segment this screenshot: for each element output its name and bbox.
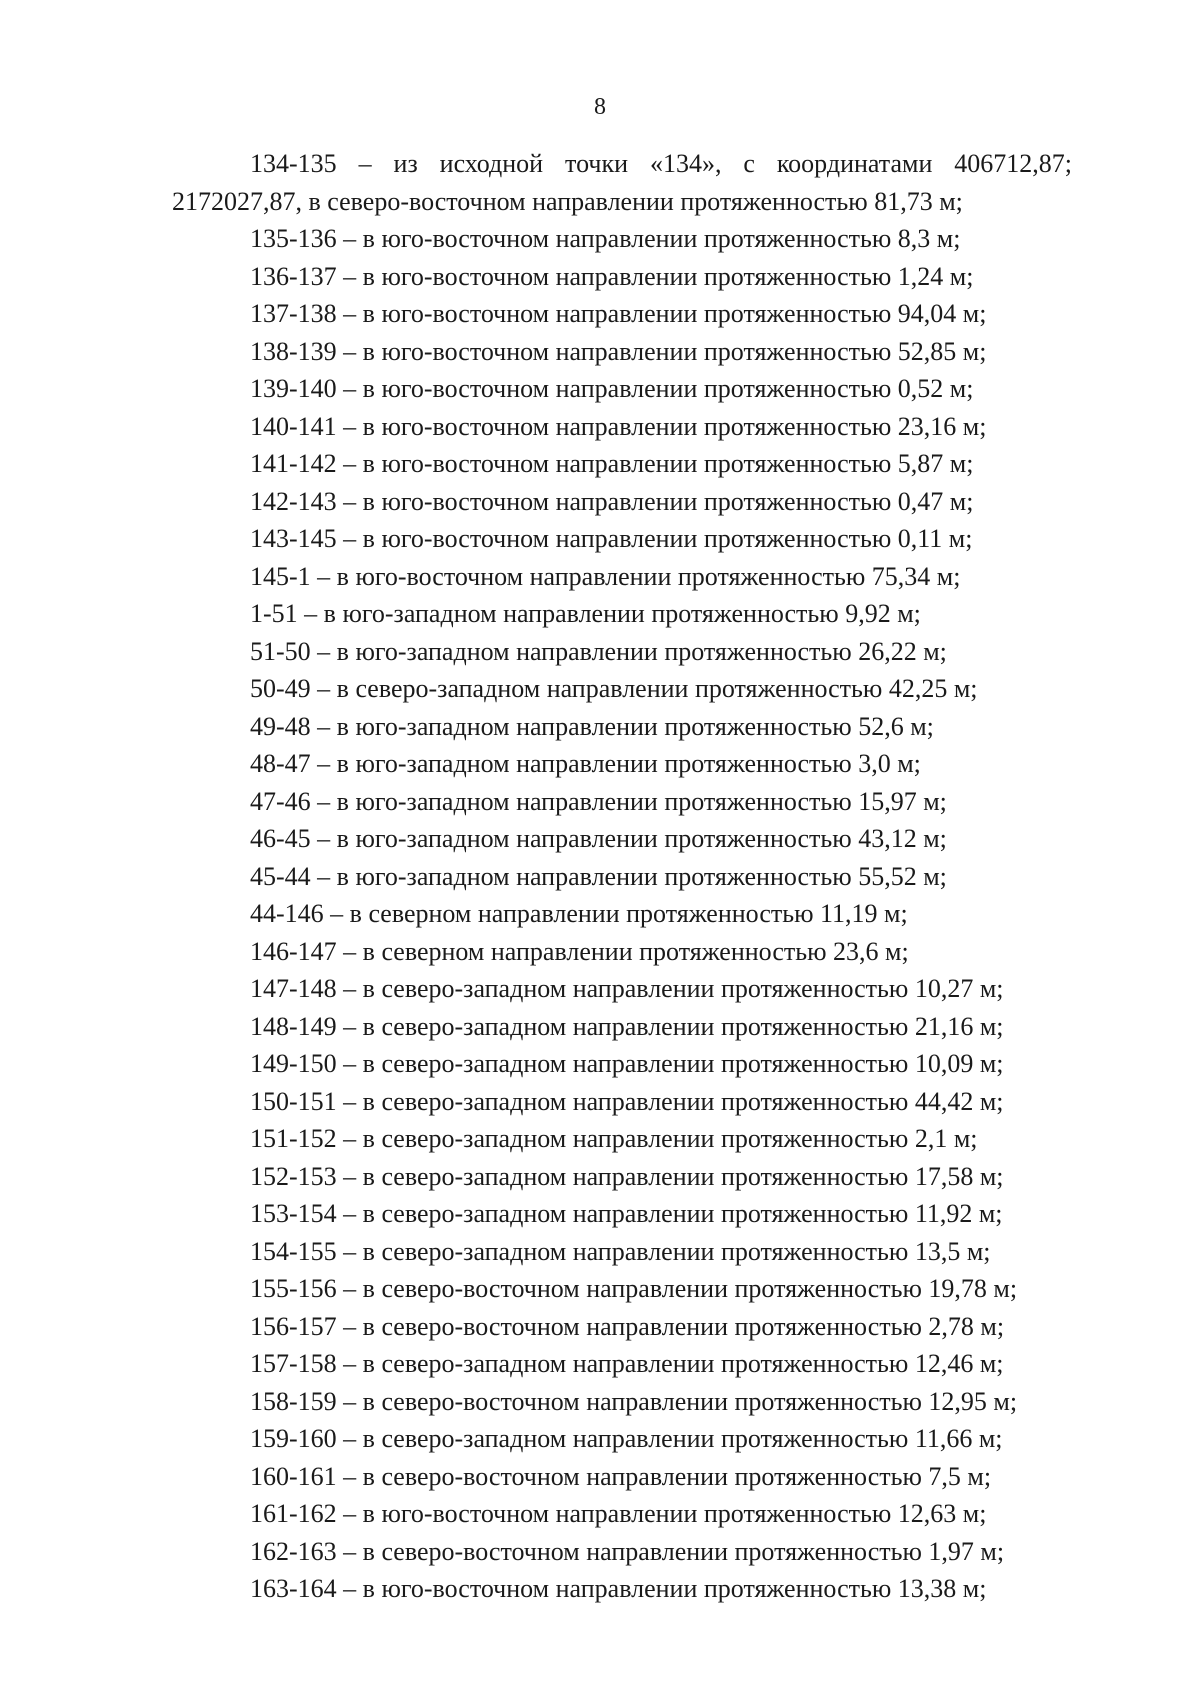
list-item [250, 333, 1072, 371]
intro-continuation: 2172027,87, в северо-восточном направлении протяженностью 81,73 м; [172, 186, 963, 216]
segment-range: 139-140 [250, 374, 337, 403]
segment-range: 148-149 [250, 1011, 337, 1041]
list-item [250, 1120, 1072, 1158]
segment-range: 158-159 [250, 1386, 337, 1416]
segment-range: 1-51 [250, 599, 298, 628]
segment-range: 141-142 [250, 449, 337, 478]
intro-word: из [393, 149, 418, 178]
segment-range: 150-151 [250, 1086, 337, 1116]
dash-separator: – [310, 711, 337, 741]
dash-separator: – [336, 1124, 363, 1153]
list-item [250, 558, 1072, 596]
list-item [250, 1308, 1072, 1346]
segment-description: в северо-западном направлении протяженностью 12,46 м; [362, 1349, 1004, 1378]
list-item [250, 708, 1072, 746]
segment-description: в юго-восточном направлении протяженностью 8,3 м; [362, 224, 961, 253]
dash-separator: – [336, 411, 363, 441]
list-item [250, 1195, 1072, 1233]
dash-separator: – [336, 1499, 363, 1528]
segment-description: в северо-западном направлении протяженностью 42,25 м; [336, 674, 978, 703]
segment-description: в северо-западном направлении протяженностью 17,58 м; [362, 1161, 1004, 1191]
segment-description: в юго-западном направлении протяженностью 26,22 м; [336, 636, 947, 666]
segment-description: в юго-западном направлении протяженностью 9,92 м; [323, 599, 921, 628]
list-item [250, 295, 1072, 333]
dash-separator: – [297, 599, 324, 628]
dash-separator: – [336, 1086, 363, 1116]
list-item [250, 1083, 1072, 1121]
dash-separator: – [336, 936, 363, 966]
segment-range: 161-162 [250, 1499, 337, 1528]
segment-description: в юго-западном направлении протяженностью 43,12 м; [336, 824, 947, 853]
segment-description: в северо-восточном направлении протяженностью 1,97 м; [362, 1536, 1005, 1566]
segment-range: 147-148 [250, 974, 337, 1003]
list-item [250, 1345, 1072, 1383]
list-item [250, 745, 1072, 783]
segment-description: в юго-восточном направлении протяженностью 0,11 м; [362, 524, 973, 553]
segment-description: в северо-западном направлении протяженностью 11,92 м; [362, 1199, 1003, 1228]
segment-description: в юго-восточном направлении протяженностью 13,38 м; [362, 1574, 987, 1603]
list-item [250, 633, 1072, 671]
segment-description: в северном направлении протяженностью 11,19 м; [349, 899, 908, 928]
intro-word: точки [565, 149, 629, 178]
segment-description: в юго-восточном направлении протяженностью 12,63 м; [362, 1499, 987, 1528]
dash-separator: – [336, 1049, 363, 1078]
segment-range: 138-139 [250, 336, 337, 366]
segment-description: в юго-восточном направлении протяженностью 1,24 м; [362, 261, 974, 291]
list-item [250, 408, 1072, 446]
segment-description: в северо-западном направлении протяженностью 13,5 м; [362, 1236, 991, 1266]
list-item [250, 483, 1072, 521]
dash-separator: – [336, 1236, 363, 1266]
segment-range: 135-136 [250, 224, 337, 253]
list-item [250, 220, 1072, 258]
dash-separator: – [336, 1461, 363, 1491]
segment-description: в северо-западном направлении протяженностью 44,42 м; [362, 1086, 1004, 1116]
dash-separator: – [336, 1274, 363, 1303]
dash-separator: – [336, 336, 363, 366]
segment-range: 162-163 [250, 1536, 337, 1566]
segment-description: в северо-западном направлении протяженностью 21,16 м; [362, 1011, 1004, 1041]
segment-range: 155-156 [250, 1274, 337, 1303]
segment-description: в северо-восточном направлении протяженностью 7,5 м; [362, 1461, 992, 1491]
segment-range: 146-147 [250, 936, 337, 966]
segment-range: 145-1 [250, 561, 311, 591]
segment-description: в северо-западном направлении протяженностью 10,27 м; [362, 974, 1004, 1003]
intro-word: координатами [776, 149, 933, 178]
segment-range: 44-146 [250, 899, 324, 928]
list-item [250, 1158, 1072, 1196]
dash-separator: – [336, 1311, 363, 1341]
segment-range: 136-137 [250, 261, 337, 291]
intro-word: с [743, 149, 755, 178]
segment-list [172, 220, 1072, 1608]
segment-range: 159-160 [250, 1424, 337, 1453]
segment-range: 50-49 [250, 674, 311, 703]
dash-separator: – [310, 561, 337, 591]
segment-range: 154-155 [250, 1236, 337, 1266]
segment-description: в северо-западном направлении протяженностью 10,09 м; [362, 1049, 1004, 1078]
dash-separator: – [310, 861, 337, 891]
dash-separator: – [336, 1574, 363, 1603]
dash-separator: – [336, 261, 363, 291]
segment-range: 156-157 [250, 1311, 337, 1341]
dash-separator: – [336, 486, 363, 516]
dash-separator: – [336, 374, 363, 403]
segment-range: 137-138 [250, 299, 337, 328]
segment-range: 48-47 [250, 749, 311, 778]
intro-word: «134», [649, 149, 722, 178]
list-item [250, 1495, 1072, 1533]
segment-description: в юго-восточном направлении протяженностью 94,04 м; [362, 299, 987, 328]
list-item [250, 820, 1072, 858]
segment-range: 152-153 [250, 1161, 337, 1191]
segment-description: в юго-восточном направлении протяженностью 75,34 м; [336, 561, 961, 591]
segment-range: 49-48 [250, 711, 311, 741]
list-item [250, 783, 1072, 821]
list-item [250, 1270, 1072, 1308]
segment-description: в юго-западном направлении протяженностью 15,97 м; [336, 786, 947, 816]
intro-word: исходной [439, 149, 544, 178]
segment-range: 151-152 [250, 1124, 337, 1153]
segment-description: в северо-восточном направлении протяженностью 12,95 м; [362, 1386, 1018, 1416]
list-item [250, 895, 1072, 933]
document-body [172, 145, 1072, 1608]
list-item [250, 933, 1072, 971]
dash-separator: – [310, 674, 337, 703]
dash-separator: – [336, 1011, 363, 1041]
list-item [250, 1420, 1072, 1458]
segment-range: 157-158 [250, 1349, 337, 1378]
segment-description: в северо-восточном направлении протяженностью 2,78 м; [362, 1311, 1005, 1341]
dash-separator: – [310, 824, 337, 853]
segment-range: 45-44 [250, 861, 311, 891]
segment-description: в северном направлении протяженностью 23,6 м; [362, 936, 909, 966]
list-item [250, 520, 1072, 558]
intro-paragraph [172, 145, 1072, 220]
dash-separator: – [336, 1424, 363, 1453]
list-item [250, 595, 1072, 633]
dash-separator: – [336, 1349, 363, 1378]
intro-word: 134-135 [250, 149, 337, 178]
segment-description: в юго-восточном направлении протяженностью 0,47 м; [362, 486, 974, 516]
intro-word: – [358, 149, 372, 178]
segment-description: в северо-западном направлении протяженностью 2,1 м; [362, 1124, 978, 1153]
segment-range: 140-141 [250, 411, 337, 441]
intro-word: 406712,87; [954, 149, 1073, 178]
dash-separator: – [336, 1199, 363, 1228]
dash-separator: – [336, 1386, 363, 1416]
segment-range: 160-161 [250, 1461, 337, 1491]
list-item [250, 1570, 1072, 1608]
list-item [250, 670, 1072, 708]
segment-range: 149-150 [250, 1049, 337, 1078]
segment-range: 153-154 [250, 1199, 337, 1228]
list-item [250, 445, 1072, 483]
dash-separator: – [336, 524, 363, 553]
segment-description: в юго-восточном направлении протяженностью 23,16 м; [362, 411, 987, 441]
dash-separator: – [336, 1536, 363, 1566]
segment-description: в юго-восточном направлении протяженностью 0,52 м; [362, 374, 974, 403]
segment-description: в юго-западном направлении протяженностью 52,6 м; [336, 711, 934, 741]
segment-range: 163-164 [250, 1574, 337, 1603]
segment-description: в юго-западном направлении протяженностью 3,0 м; [336, 749, 921, 778]
segment-description: в северо-восточном направлении протяженностью 19,78 м; [362, 1274, 1018, 1303]
list-item [250, 970, 1072, 1008]
page-number: 8 [594, 94, 606, 120]
dash-separator: – [323, 899, 350, 928]
segment-range: 47-46 [250, 786, 311, 816]
list-item [250, 1533, 1072, 1571]
dash-separator: – [310, 786, 337, 816]
dash-separator: – [336, 299, 363, 328]
segment-range: 142-143 [250, 486, 337, 516]
list-item [250, 1383, 1072, 1421]
list-item [250, 1233, 1072, 1271]
list-item [250, 858, 1072, 896]
dash-separator: – [336, 974, 363, 1003]
segment-description: в юго-восточном направлении протяженностью 52,85 м; [362, 336, 987, 366]
list-item [250, 258, 1072, 296]
segment-range: 51-50 [250, 636, 311, 666]
list-item [250, 1008, 1072, 1046]
list-item [250, 370, 1072, 408]
list-item [250, 1045, 1072, 1083]
segment-description: в юго-западном направлении протяженностью 55,52 м; [336, 861, 947, 891]
dash-separator: – [336, 449, 363, 478]
segment-range: 143-145 [250, 524, 337, 553]
segment-description: в юго-восточном направлении протяженностью 5,87 м; [362, 449, 974, 478]
dash-separator: – [336, 1161, 363, 1191]
dash-separator: – [310, 749, 337, 778]
dash-separator: – [336, 224, 363, 253]
segment-range: 46-45 [250, 824, 311, 853]
dash-separator: – [310, 636, 337, 666]
segment-description: в северо-западном направлении протяженностью 11,66 м; [362, 1424, 1003, 1453]
list-item [250, 1458, 1072, 1496]
